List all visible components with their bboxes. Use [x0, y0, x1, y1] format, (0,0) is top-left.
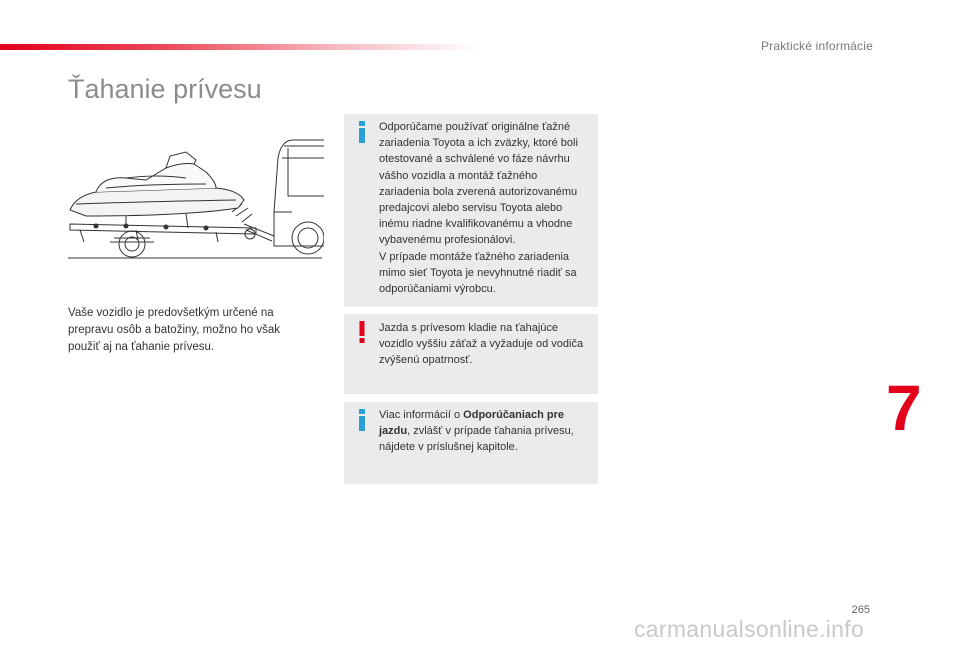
note-text: Jazda s prívesom kladie na ťahajúce vozidlo vyššiu záťaž a vyžaduje od vodiča zvýšenú opatrnosť. [379, 322, 584, 367]
note-link-text: Odporúčaniach pre jazdu [379, 409, 565, 438]
warning-note-towing [344, 314, 598, 394]
note-text-part: , zvlášť v prípade ťahania prívesu, nájdete v príslušnej kapitole. [379, 425, 574, 454]
jetski-trailer-illustration [66, 138, 324, 266]
info-note-driving [344, 402, 598, 484]
info-icon [357, 409, 367, 431]
page-title: Ťahanie prívesu [68, 74, 262, 104]
top-accent-bar [0, 44, 480, 50]
section-header: Praktické informácie [760, 39, 873, 53]
info-icon [357, 121, 367, 143]
note-text-part: Viac informácií o [379, 409, 464, 421]
info-note-recommendation [344, 114, 598, 307]
warning-icon [357, 321, 367, 343]
note-text: Odporúčame používať originálne ťažné zariadenia Toyota a ich zväzky, ktoré boli otestované a schválené vo fáze návrhu vášho vozidla a montáž ťažného zariadenia bola zverená autorizovanému predajcovi alebo servisu Toyota alebo inému riadne kvalifikovanému a vhodne vybavenému profesionálovi. [379, 121, 578, 247]
note-text [379, 407, 590, 456]
intro-text: Vaše vozidlo je predovšetkým určené na prepravu osôb a batožiny, možno ho však použiť aj na ťahanie prívesu. [68, 306, 281, 353]
page-number: 265 [851, 604, 870, 616]
note-text: V prípade montáže ťažného zariadenia mimo sieť Toyota je nevyhnutné riadiť sa odporúčaniami výrobcu. [379, 250, 577, 296]
watermark: carmanualsonline.info [634, 616, 865, 642]
chapter-number: 7 [886, 372, 922, 444]
